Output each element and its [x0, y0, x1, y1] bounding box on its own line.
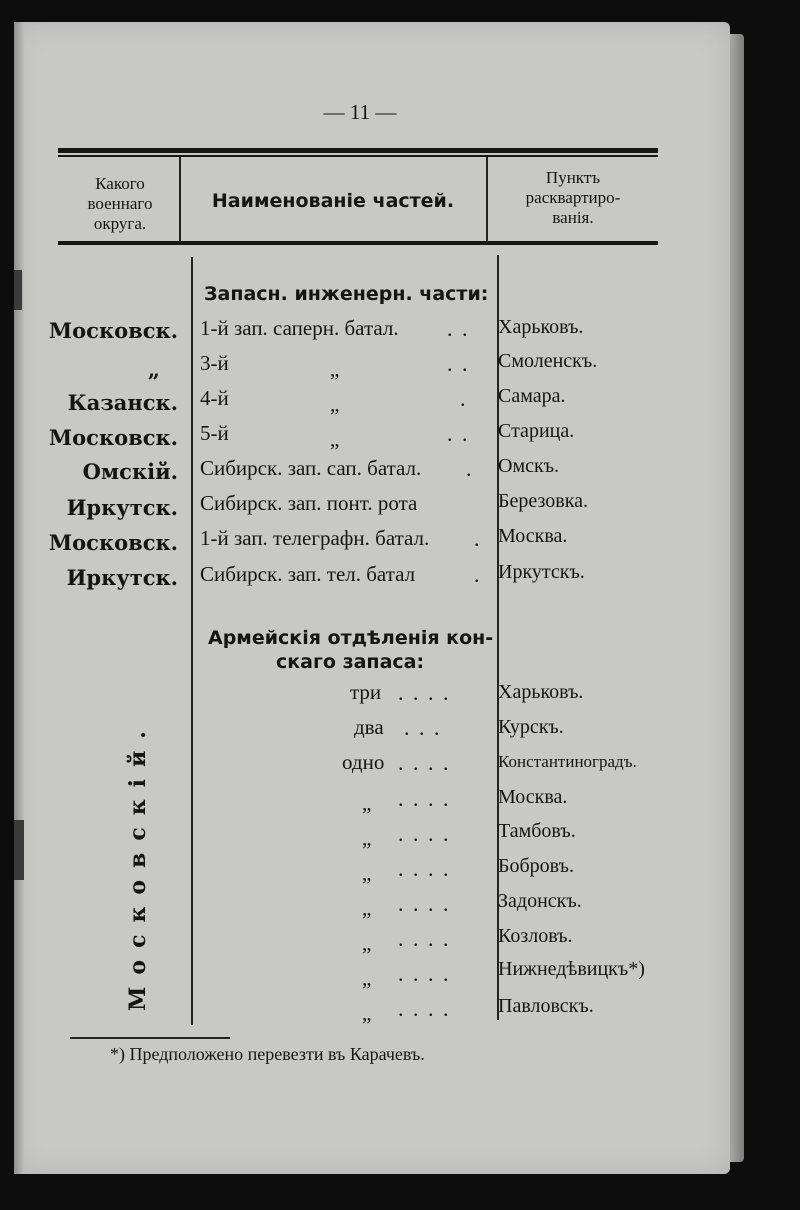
location-cell: Омскъ.: [498, 455, 560, 477]
count-cell: три: [350, 680, 382, 704]
unit-cell: 3-й: [200, 351, 229, 375]
count-cell: „: [362, 896, 372, 920]
footnote: *) Предположено перевезти въ Карачевъ.: [110, 1044, 425, 1064]
header-divider: [179, 157, 181, 243]
section-title-engineer: Запасн. инженерн. части:: [204, 283, 489, 305]
location-cell: Козловъ.: [498, 925, 573, 947]
leader-dots: . . . .: [398, 786, 451, 811]
unit-cell: Сибирск. зап. понт. рота: [200, 491, 418, 515]
ditto-mark: „: [330, 427, 340, 451]
unit-cell: 4-й: [200, 386, 229, 410]
column-divider: [191, 257, 193, 1025]
vertical-district-label: Московскій.: [125, 719, 151, 1011]
count-cell: „: [362, 966, 372, 990]
header-bottom-rule: [58, 241, 658, 245]
ditto-mark: „: [330, 392, 340, 416]
location-cell: Тамбовъ.: [498, 820, 576, 842]
header-divider: [486, 157, 488, 243]
location-cell: Нижнедѣвицкъ*): [498, 958, 645, 980]
unit-cell: 5-й: [200, 421, 229, 445]
table-top-rule: [58, 148, 658, 153]
section-title-remount: Армейскія отдѣленія кон-: [208, 627, 494, 649]
leader-dots: . .: [447, 351, 470, 376]
district-cell: Омскій.: [82, 459, 178, 484]
stitch-thread: [14, 820, 24, 880]
unit-cell: Сибирск. зап. тел. батал: [200, 562, 416, 586]
leader-dots: . . . .: [398, 926, 451, 951]
leader-dots: . . . .: [398, 856, 451, 881]
count-cell: „: [362, 826, 372, 850]
leader-dots: . . . .: [398, 996, 451, 1021]
page-edge: [730, 34, 744, 1162]
leader-dots: . . .: [404, 715, 442, 740]
ditto-mark: „: [330, 357, 340, 381]
count-cell: два: [354, 715, 384, 739]
table-top-rule-thin: [58, 155, 658, 157]
stitch-thread: [14, 270, 22, 310]
leader-dots: . .: [447, 316, 470, 341]
unit-cell: 1-й зап. саперн. батал.: [200, 316, 399, 340]
district-cell: Московск.: [48, 318, 178, 343]
location-cell: Задонскъ.: [498, 890, 582, 912]
section-title-remount-line2: скаго запаса:: [276, 651, 425, 673]
leader-dots: .: [466, 456, 474, 481]
count-cell: „: [362, 861, 372, 885]
count-cell: „: [362, 1001, 372, 1025]
location-cell: Москва.: [498, 786, 568, 808]
location-cell: Старица.: [498, 420, 575, 442]
unit-cell: Сибирск. зап. сап. батал.: [200, 456, 422, 480]
location-cell: Березовка.: [498, 490, 588, 512]
leader-dots: . . . .: [398, 821, 451, 846]
location-cell: Иркутскъ.: [498, 561, 585, 583]
count-cell: „: [362, 931, 372, 955]
unit-cell: 1-й зап. телеграфн. батал.: [200, 526, 430, 550]
district-cell: „: [147, 357, 160, 382]
location-cell: Харьковъ.: [498, 316, 584, 338]
district-cell: Казанск.: [67, 390, 178, 415]
location-cell: Курскъ.: [498, 716, 564, 738]
count-cell: одно: [342, 750, 385, 774]
location-cell: Харьковъ.: [498, 681, 584, 703]
count-cell: „: [362, 791, 372, 815]
district-cell: Московск.: [48, 530, 178, 555]
book-binding: [14, 22, 24, 1174]
location-cell: Самара.: [498, 385, 566, 407]
footnote-rule: [70, 1037, 230, 1039]
header-units-column: Наименованіе частей.: [211, 190, 455, 212]
page-number: — 11 —: [323, 100, 397, 124]
location-cell: Бобровъ.: [498, 855, 574, 877]
leader-dots: .: [474, 562, 482, 587]
location-cell: Константиноградъ.: [498, 752, 637, 771]
header-location-column: Пунктъ расквартиро- ванія.: [525, 168, 621, 227]
leader-dots: .: [474, 526, 482, 551]
district-cell: Московск.: [48, 425, 178, 450]
leader-dots: .: [460, 386, 468, 411]
location-cell: Москва.: [498, 525, 568, 547]
header-district-column: Какого военнаго округа.: [87, 174, 153, 233]
leader-dots: . . . .: [398, 680, 451, 705]
leader-dots: . .: [447, 421, 470, 446]
leader-dots: . . . .: [398, 961, 451, 986]
location-cell: Павловскъ.: [498, 995, 594, 1017]
leader-dots: . . . .: [398, 750, 451, 775]
district-cell: Иркутск.: [66, 565, 178, 590]
district-cell: Иркутск.: [66, 495, 178, 520]
location-cell: Смоленскъ.: [498, 350, 598, 372]
leader-dots: . . . .: [398, 891, 451, 916]
